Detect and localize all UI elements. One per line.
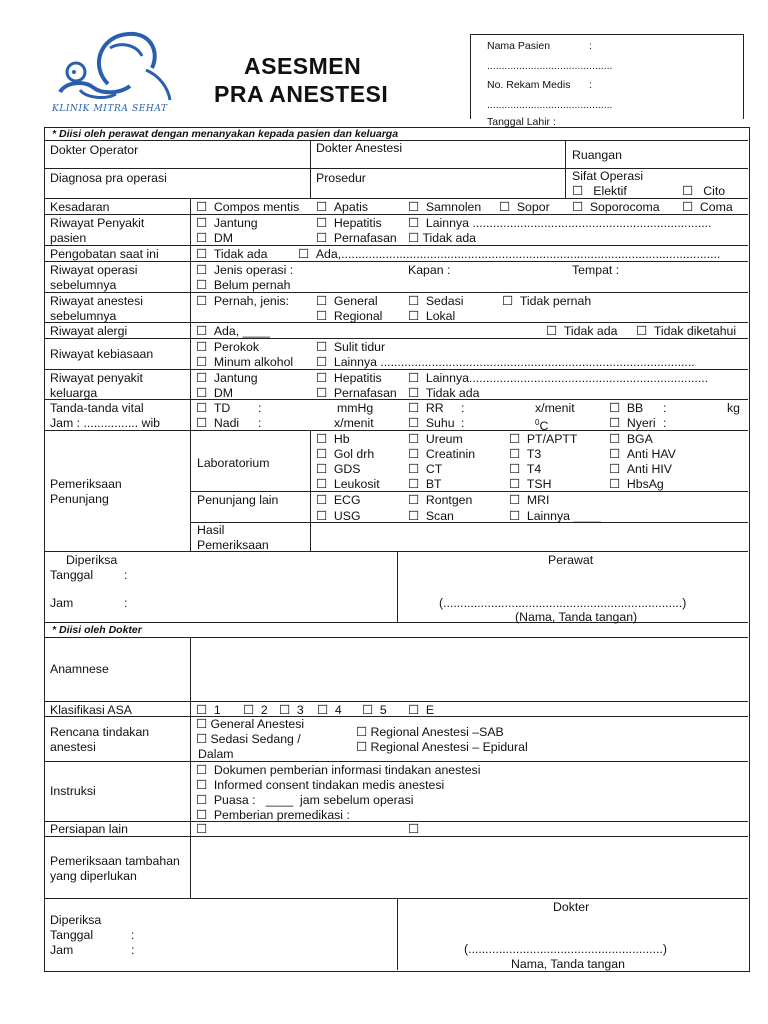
bb-checkbox[interactable]: ☐ BB bbox=[609, 401, 644, 415]
option-label: GDS bbox=[333, 462, 361, 476]
compos-mentis-checkbox[interactable]: ☐ Compos mentis bbox=[196, 200, 300, 214]
persiapan-checkbox-1[interactable]: ☐ bbox=[196, 822, 208, 836]
form-title-line2: PRA ANESTESI bbox=[214, 81, 389, 107]
option-label: DM bbox=[213, 386, 233, 400]
rencana-label-2: anestesi bbox=[50, 740, 96, 754]
tambahan-label-1: Pemeriksaan tambahan bbox=[50, 854, 180, 868]
riwayat-operasi-label-1: Riwayat operasi bbox=[50, 263, 138, 277]
option-label: Gol drh bbox=[333, 447, 375, 461]
td-colon: : bbox=[258, 401, 262, 415]
option-label: Tidak ada bbox=[563, 324, 618, 338]
celsius-c: C bbox=[539, 419, 549, 434]
lab-hb-checkbox[interactable]: ☐ Hb bbox=[316, 432, 350, 446]
dm-keluarga-checkbox[interactable]: ☐ DM bbox=[196, 386, 233, 400]
tempat-label: Tempat : bbox=[572, 263, 620, 277]
option-label: DM bbox=[213, 231, 233, 245]
riwayat-anestesi-label-1: Riwayat anestesi bbox=[50, 294, 143, 308]
option-label: Jantung bbox=[213, 371, 258, 385]
option-label: Tidak pernah bbox=[519, 294, 592, 308]
td-unit: mmHg bbox=[337, 401, 374, 415]
option-label: Minum alkohol bbox=[213, 355, 294, 369]
riwayat-keluarga-label-1: Riwayat penyakit bbox=[50, 371, 143, 385]
option-label: T3 bbox=[526, 447, 542, 461]
riwayat-keluarga-label-2: keluarga bbox=[50, 386, 98, 400]
instruksi-premedikasi-checkbox[interactable]: ☐ Pemberian premedikasi : bbox=[196, 808, 350, 822]
lab-bga-checkbox[interactable]: ☐ BGA bbox=[609, 432, 653, 446]
sedasi-checkbox[interactable]: ☐ Sedasi bbox=[408, 294, 464, 308]
medical-record-label: No. Rekam Medis bbox=[487, 79, 571, 91]
rr-colon: : bbox=[461, 401, 465, 415]
option-label: Pemberian premedikasi : bbox=[213, 808, 350, 822]
elektif-label: Elektif bbox=[593, 184, 627, 198]
sopor-checkbox[interactable]: ☐ Sopor bbox=[499, 200, 550, 214]
kesadaran-label: Kesadaran bbox=[50, 200, 110, 214]
tidak-pernah-checkbox[interactable]: ☐ Tidak pernah bbox=[502, 294, 592, 308]
mother-child-logo-icon bbox=[50, 26, 180, 104]
pernafasan-checkbox[interactable]: ☐ Pernafasan bbox=[316, 231, 397, 245]
cito-label: Cito bbox=[703, 184, 726, 198]
option-label: BB bbox=[626, 401, 644, 415]
hepatitis-checkbox[interactable]: ☐ Hepatitis bbox=[316, 216, 382, 230]
option-label: Jantung bbox=[213, 216, 258, 230]
patient-identity-box bbox=[470, 34, 744, 128]
doctor-signature-field[interactable]: (.........................................................) bbox=[464, 942, 667, 956]
hasil-label-1: Hasil bbox=[197, 523, 225, 537]
riwayat-penyakit-label-2: pasien bbox=[50, 231, 87, 245]
tidak-ada-penyakit-checkbox[interactable]: ☐ Tidak ada bbox=[408, 231, 476, 245]
apatis-checkbox[interactable]: ☐ Apatis bbox=[316, 200, 369, 214]
patient-name-colon: : bbox=[589, 40, 592, 52]
option-label: Tidak ada bbox=[422, 231, 476, 245]
doctor-tanggal-colon: : bbox=[131, 928, 135, 942]
sulit-tidur-checkbox[interactable]: ☐ Sulit tidur bbox=[316, 340, 386, 354]
jantung-checkbox[interactable]: ☐ Jantung bbox=[196, 216, 258, 230]
sedasi-dalam-label: Dalam bbox=[198, 747, 234, 761]
regional-epidural-checkbox[interactable]: ☐ Regional Anestesi – Epidural bbox=[356, 740, 528, 754]
kapan-label: Kapan : bbox=[408, 263, 451, 277]
ada-alergi-checkbox[interactable]: ☐ Ada, ____ bbox=[196, 324, 270, 338]
asa-e-checkbox[interactable]: ☐ E bbox=[408, 703, 435, 717]
suhu-colon: : bbox=[461, 416, 465, 430]
lab-ureum-checkbox[interactable]: ☐ Ureum bbox=[408, 432, 463, 446]
belum-pernah-checkbox[interactable]: ☐ Belum pernah bbox=[196, 278, 291, 292]
elektif-checkbox[interactable]: ☐ Elektif bbox=[572, 184, 627, 198]
option-label: Anti HAV bbox=[626, 447, 676, 461]
mri-checkbox[interactable]: ☐ MRI bbox=[509, 493, 550, 507]
minum-alkohol-checkbox[interactable]: ☐ Minum alkohol bbox=[196, 355, 294, 369]
ruangan-label: Ruangan bbox=[572, 148, 622, 162]
option-label: Lainnya ............................................................................................ bbox=[333, 355, 695, 369]
option-label: Hepatitis bbox=[333, 216, 382, 230]
option-label: BGA bbox=[626, 432, 653, 446]
lab-t3-checkbox[interactable]: ☐ T3 bbox=[509, 447, 542, 461]
scan-checkbox[interactable]: ☐ Scan bbox=[408, 509, 454, 523]
option-label: PT/APTT bbox=[526, 432, 578, 446]
vital-time-field[interactable]: Jam : ................ wib bbox=[50, 416, 161, 430]
option-label: Rontgen bbox=[425, 493, 473, 507]
option-label: ECG bbox=[333, 493, 361, 507]
option-label: Pernah, jenis: bbox=[213, 294, 290, 308]
persiapan-label: Persiapan lain bbox=[50, 822, 128, 836]
option-label: Lainnya ____ bbox=[526, 509, 601, 523]
lab-hbsag-checkbox[interactable]: ☐ HbsAg bbox=[609, 477, 664, 491]
option-label: Tidak ada bbox=[425, 386, 480, 400]
riwayat-operasi-label-2: sebelumnya bbox=[50, 278, 117, 292]
bb-colon: : bbox=[663, 401, 667, 415]
persiapan-checkbox-2[interactable]: ☐ bbox=[408, 822, 420, 836]
option-label: Sopor bbox=[516, 200, 550, 214]
asa-1-checkbox[interactable]: ☐ 1 bbox=[196, 703, 221, 717]
option-label: 2 bbox=[260, 703, 268, 717]
option-label: Creatinin bbox=[425, 447, 476, 461]
laboratorium-label: Laboratorium bbox=[197, 456, 270, 470]
rr-checkbox[interactable]: ☐ RR bbox=[408, 401, 444, 415]
riwayat-anestesi-label-2: sebelumnya bbox=[50, 309, 117, 323]
asa-4-checkbox[interactable]: ☐ 4 bbox=[317, 703, 342, 717]
patient-name-label: Nama Pasien bbox=[487, 40, 551, 52]
soporocoma-checkbox[interactable]: ☐ Soporocoma bbox=[572, 200, 660, 214]
option-label: E bbox=[425, 703, 435, 717]
nurse-jam-label: Jam bbox=[50, 596, 74, 610]
asa-3-checkbox[interactable]: ☐ 3 bbox=[279, 703, 304, 717]
nadi-unit: x/menit bbox=[334, 416, 374, 430]
option-label: Regional Anestesi –SAB bbox=[370, 725, 504, 739]
lab-leukosit-checkbox[interactable]: ☐ Leukosit bbox=[316, 477, 380, 491]
option-label: Dokumen pemberian informasi tindakan anestesi bbox=[213, 763, 481, 777]
penunjang-lain-label: Penunjang lain bbox=[197, 493, 279, 507]
option-label: Regional bbox=[333, 309, 383, 323]
jenis-operasi-checkbox[interactable]: ☐ Jenis operasi : bbox=[196, 263, 294, 277]
nurse-diperiksa-label: Diperiksa bbox=[66, 553, 118, 567]
lainnya-penyakit-checkbox[interactable]: ☐ Lainnya ...................................................................... bbox=[408, 216, 712, 230]
lab-gds-checkbox[interactable]: ☐ GDS bbox=[316, 462, 361, 476]
option-label: Perokok bbox=[213, 340, 259, 354]
suhu-unit bbox=[535, 416, 548, 433]
doctor-diperiksa-label: Diperiksa bbox=[50, 913, 102, 927]
rencana-label-1: Rencana tindakan bbox=[50, 725, 150, 739]
doctor-jam-colon: : bbox=[131, 943, 135, 957]
lab-bt-checkbox[interactable]: ☐ BT bbox=[408, 477, 442, 491]
option-label: HbsAg bbox=[626, 477, 664, 491]
tidak-ada-pengobatan-checkbox[interactable]: ☐ Tidak ada bbox=[196, 247, 268, 261]
option-label: Scan bbox=[425, 509, 454, 523]
option-label: 1 bbox=[213, 703, 221, 717]
pernafasan-keluarga-checkbox[interactable]: ☐ Pernafasan bbox=[316, 386, 397, 400]
prosedur-label: Prosedur bbox=[316, 171, 366, 185]
coma-checkbox[interactable]: ☐ Coma bbox=[682, 200, 733, 214]
option-label: Nadi bbox=[213, 416, 240, 430]
option-label: Ureum bbox=[425, 432, 463, 446]
medical-record-field[interactable]: ........................................... bbox=[487, 99, 613, 111]
asa-label: Klasifikasi ASA bbox=[50, 703, 133, 717]
birth-date-label: Tanggal Lahir : bbox=[487, 116, 556, 128]
pernah-jenis-checkbox[interactable]: ☐ Pernah, jenis: bbox=[196, 294, 290, 308]
option-label: Pernafasan bbox=[333, 386, 397, 400]
option-label: Sedasi Sedang / bbox=[210, 732, 301, 746]
lab-goldrh-checkbox[interactable]: ☐ Gol drh bbox=[316, 447, 375, 461]
nurse-signature-field[interactable]: (......................................................................) bbox=[439, 596, 687, 610]
option-label: TSH bbox=[526, 477, 552, 491]
lab-ptaptt-checkbox[interactable]: ☐ PT/APTT bbox=[509, 432, 578, 446]
option-label: Belum pernah bbox=[213, 278, 291, 292]
medical-record-colon: : bbox=[589, 79, 592, 91]
diagnosa-label: Diagnosa pra operasi bbox=[50, 171, 167, 185]
riwayat-alergi-label: Riwayat alergi bbox=[50, 324, 128, 338]
penunjang-label-1: Pemeriksaan bbox=[50, 477, 122, 491]
option-label: Compos mentis bbox=[213, 200, 300, 214]
perawat-label: Perawat bbox=[548, 553, 594, 567]
option-label: Apatis bbox=[333, 200, 369, 214]
rr-unit: x/menit bbox=[535, 401, 575, 415]
option-label: Lokal bbox=[425, 309, 456, 323]
hasil-label-2: Pemeriksaan bbox=[197, 538, 269, 552]
riwayat-kebiasaan-label: Riwayat kebiasaan bbox=[50, 347, 154, 361]
option-label: Sedasi bbox=[425, 294, 464, 308]
asa-2-checkbox[interactable]: ☐ 2 bbox=[243, 703, 268, 717]
option-label: Ada,............................................................................................................... bbox=[315, 247, 721, 261]
option-label: Lainnya ...................................................................... bbox=[425, 216, 712, 230]
option-label: General bbox=[333, 294, 378, 308]
instruksi-puasa-checkbox[interactable]: ☐ Puasa : ____ jam sebelum operasi bbox=[196, 793, 414, 807]
degree-sup: 0 bbox=[535, 418, 540, 427]
penunjang-label-2: Penunjang bbox=[50, 492, 109, 506]
lab-t4-checkbox[interactable]: ☐ T4 bbox=[509, 462, 542, 476]
jantung-keluarga-checkbox[interactable]: ☐ Jantung bbox=[196, 371, 258, 385]
option-label: TD bbox=[213, 401, 231, 415]
option-label: Informed consent tindakan medis anestesi bbox=[213, 778, 445, 792]
pengobatan-label: Pengobatan saat ini bbox=[50, 247, 159, 261]
general-checkbox[interactable]: ☐ General bbox=[316, 294, 378, 308]
tambahan-label-2: yang diperlukan bbox=[50, 869, 137, 883]
dokter-operator-label: Dokter Operator bbox=[50, 143, 139, 157]
tidak-ada-keluarga-checkbox[interactable]: ☐ Tidak ada bbox=[408, 386, 480, 400]
form-title-line1: ASESMEN bbox=[244, 53, 362, 79]
option-label: Puasa : ____ jam sebelum operasi bbox=[213, 793, 414, 807]
option-label: USG bbox=[333, 509, 361, 523]
cito-checkbox[interactable]: ☐ Cito bbox=[682, 184, 726, 198]
td-checkbox[interactable]: ☐ TD bbox=[196, 401, 231, 415]
lainnya-keluarga-checkbox[interactable]: ☐ Lainnya...................................................................... bbox=[408, 371, 709, 385]
instruksi-label: Instruksi bbox=[50, 784, 96, 798]
tidak-ada-alergi-checkbox[interactable]: ☐ Tidak ada bbox=[546, 324, 618, 338]
nadi-colon: : bbox=[258, 416, 262, 430]
nyeri-checkbox[interactable]: ☐ Nyeri bbox=[609, 416, 656, 430]
option-label: Leukosit bbox=[333, 477, 380, 491]
option-label: Hepatitis bbox=[333, 371, 382, 385]
option-label: Pernafasan bbox=[333, 231, 397, 245]
clinic-name: KLINIK MITRA SEHAT bbox=[52, 104, 168, 114]
riwayat-penyakit-label-1: Riwayat Penyakit bbox=[50, 216, 145, 230]
tidak-diketahui-checkbox[interactable]: ☐ Tidak diketahui bbox=[636, 324, 737, 338]
option-label: Hb bbox=[333, 432, 350, 446]
doctor-section-note: * Diisi oleh Dokter bbox=[52, 624, 142, 636]
option-label: Jenis operasi : bbox=[213, 263, 294, 277]
vital-signs-label: Tanda-tanda vital bbox=[50, 401, 144, 415]
general-anestesi-checkbox[interactable]: ☐ General Anestesi bbox=[196, 717, 305, 731]
rontgen-checkbox[interactable]: ☐ Rontgen bbox=[408, 493, 473, 507]
instruksi-consent-checkbox[interactable]: ☐ Informed consent tindakan medis anestesi bbox=[196, 778, 445, 792]
option-label: MRI bbox=[526, 493, 550, 507]
instruksi-dokumen-checkbox[interactable]: ☐ Dokumen pemberian informasi tindakan anestesi bbox=[196, 763, 481, 777]
sifat-operasi-label: Sifat Operasi bbox=[572, 169, 644, 183]
doctor-signature-caption: Nama, Tanda tangan bbox=[511, 957, 625, 971]
ada-pengobatan-checkbox[interactable]: ☐ Ada,............................................................................................................... bbox=[298, 247, 721, 261]
option-label: 3 bbox=[296, 703, 304, 717]
asa-5-checkbox[interactable]: ☐ 5 bbox=[362, 703, 387, 717]
anamnese-label: Anamnese bbox=[50, 662, 109, 676]
option-label: General Anestesi bbox=[210, 717, 305, 731]
option-label: Coma bbox=[699, 200, 733, 214]
hepatitis-keluarga-checkbox[interactable]: ☐ Hepatitis bbox=[316, 371, 382, 385]
ecg-checkbox[interactable]: ☐ ECG bbox=[316, 493, 361, 507]
dokter-anestesi-label: Dokter Anestesi bbox=[316, 141, 403, 155]
regional-sab-checkbox[interactable]: ☐ Regional Anestesi –SAB bbox=[356, 725, 504, 739]
option-label: BT bbox=[425, 477, 442, 491]
option-label: Sulit tidur bbox=[333, 340, 386, 354]
doctor-jam-label: Jam bbox=[50, 943, 74, 957]
lainnya-kebiasaan-checkbox[interactable]: ☐ Lainnya ............................................................................................ bbox=[316, 355, 695, 369]
nurse-signature-caption: (Nama, Tanda tangan) bbox=[515, 610, 638, 624]
option-label: Ada, ____ bbox=[213, 324, 270, 338]
nyeri-colon: : bbox=[663, 416, 667, 430]
option-label: Soporocoma bbox=[589, 200, 660, 214]
bb-unit: kg bbox=[727, 401, 740, 415]
dokter-label: Dokter bbox=[553, 900, 590, 914]
sedasi-sedang-checkbox[interactable]: ☐ Sedasi Sedang / bbox=[196, 732, 301, 746]
option-label: Anti HIV bbox=[626, 462, 672, 476]
option-label: CT bbox=[425, 462, 443, 476]
option-label: T4 bbox=[526, 462, 542, 476]
option-label: Lainnya...................................................................... bbox=[425, 371, 709, 385]
usg-checkbox[interactable]: ☐ USG bbox=[316, 509, 361, 523]
suhu-checkbox[interactable]: ☐ Suhu bbox=[408, 416, 455, 430]
option-label: RR bbox=[425, 401, 444, 415]
lab-ct-checkbox[interactable]: ☐ CT bbox=[408, 462, 443, 476]
regional-checkbox[interactable]: ☐ Regional bbox=[316, 309, 383, 323]
option-label: Samnolen bbox=[425, 200, 482, 214]
lab-creatinin-checkbox[interactable]: ☐ Creatinin bbox=[408, 447, 476, 461]
option-label: Suhu bbox=[425, 416, 455, 430]
nurse-jam-colon: : bbox=[124, 596, 128, 610]
lab-antihiv-checkbox[interactable]: ☐ Anti HIV bbox=[609, 462, 672, 476]
lab-antihav-checkbox[interactable]: ☐ Anti HAV bbox=[609, 447, 676, 461]
nadi-checkbox[interactable]: ☐ Nadi bbox=[196, 416, 240, 430]
nurse-section-note: * Diisi oleh perawat dengan menanyakan kepada pasien dan keluarga bbox=[52, 128, 399, 140]
nurse-tanggal-colon: : bbox=[124, 568, 128, 582]
nurse-tanggal-label: Tanggal bbox=[50, 568, 94, 582]
option-label: 5 bbox=[379, 703, 387, 717]
dm-checkbox[interactable]: ☐ DM bbox=[196, 231, 233, 245]
doctor-tanggal-label: Tanggal bbox=[50, 928, 94, 942]
lainnya-penunjang-checkbox[interactable]: ☐ Lainnya ____ bbox=[509, 509, 601, 523]
samnolen-checkbox[interactable]: ☐ Samnolen bbox=[408, 200, 482, 214]
clinic-logo bbox=[50, 26, 180, 118]
option-label: 4 bbox=[334, 703, 342, 717]
option-label: Regional Anestesi – Epidural bbox=[370, 740, 528, 754]
perokok-checkbox[interactable]: ☐ Perokok bbox=[196, 340, 259, 354]
option-label: Tidak diketahui bbox=[653, 324, 737, 338]
lab-tsh-checkbox[interactable]: ☐ TSH bbox=[509, 477, 552, 491]
patient-name-field[interactable]: ........................................... bbox=[487, 60, 613, 72]
option-label: Tidak ada bbox=[213, 247, 268, 261]
option-label: Nyeri bbox=[626, 416, 656, 430]
lokal-checkbox[interactable]: ☐ Lokal bbox=[408, 309, 456, 323]
